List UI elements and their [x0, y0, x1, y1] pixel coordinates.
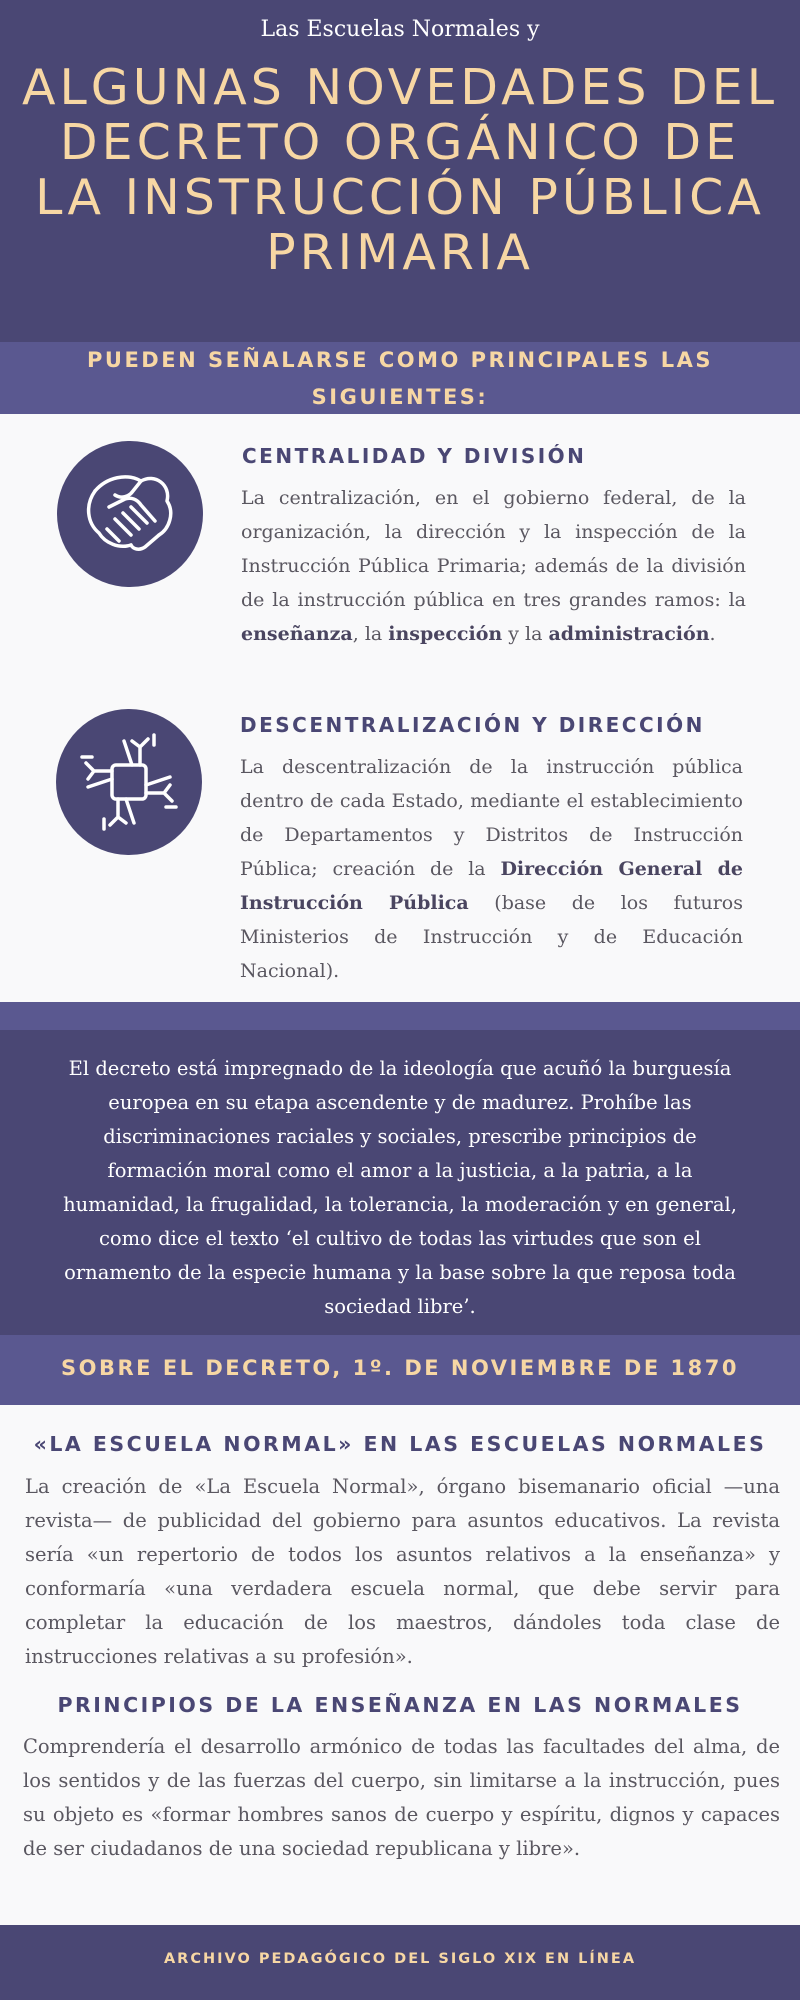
bold-term-inspeccion: inspección	[388, 623, 503, 645]
page-title: ALGUNAS NOVEDADES DEL DECRETO ORGÁNICO DE LA INSTRUCCIÓN PÚBLICA PRIMARIA	[21, 59, 779, 281]
divider-band	[0, 1002, 800, 1030]
feature-title-descentralizacion: DESCENTRALIZACIÓN Y DIRECCIÓN	[240, 713, 705, 737]
quote-text: El decreto está impregnado de la ideología que acuñó la burguesía europea en su etapa ascendente y de madurez. Prohíbe las discriminaciones raciales y sociales, prescribe principios de formación moral como el amor a la justicia, a la patria, a la humanidad, la frugalidad, la tolerancia, la moderación y en general, como dice el texto ‘el cultivo de todas las virtudes que son el ornamento de la especie humana y la base sobre la que reposa toda sociedad libre’.	[63, 1057, 737, 1318]
feature-text-part: .	[709, 623, 716, 645]
feature-text-part: y la	[502, 623, 549, 645]
joined-hands-icon	[56, 709, 202, 855]
footer-text: ARCHIVO PEDAGÓGICO DEL SIGLO XIX EN LÍNEA	[163, 1951, 637, 1967]
handshake-icon	[57, 441, 203, 587]
feature-text-centralidad	[241, 481, 746, 651]
feature-text-part: La descentralización de la instrucción pública dentro de cada Estado, mediante el establecimiento de Departamentos y Distritos de Instrucción Pública; creación de la	[240, 756, 743, 880]
decree-band-text: SOBRE EL DECRETO, 1º. DE NOVIEMBRE DE 1870	[61, 1356, 739, 1380]
feature-title-centralidad: CENTRALIDAD Y DIVISIÓN	[242, 444, 587, 468]
feature-text-part: , la	[352, 623, 389, 645]
section-title-escuela-normal: «LA ESCUELA NORMAL» EN LAS ESCUELAS NORMALES	[33, 1432, 767, 1456]
bold-term-ensenanza: enseñanza	[241, 623, 353, 645]
intro-band-text: PUEDEN SEÑALARSE COMO PRINCIPALES LAS SIGUIENTES:	[87, 348, 713, 409]
section-text-principios: Comprendería el desarrollo armónico de todas las facultades del alma, de los sentidos y de las fuerzas del cuerpo, sin limitarse a la instrucción, pues su objeto es «formar hombres sanos de cuerpo y espíritu, dignos y capaces de ser ciudadanos de una sociedad republicana y libre».	[23, 1735, 780, 1860]
feature-text-part: (base de los futuros Ministerios de Instrucción y de Educación Nacional).	[240, 892, 743, 982]
feature-text-part: La centralización, en el gobierno federal, de la organización, la dirección y la inspección de la Instrucción Pública Primaria; además de la división de la instrucción pública en tres grandes ramos: la	[241, 487, 746, 611]
bold-term-direccion-general: Dirección General de Instrucción Pública	[240, 858, 743, 914]
section-text-escuela-normal: La creación de «La Escuela Normal», órgano bisemanario oficial —una revista— de publicidad del gobierno para asuntos educativos. La revista sería «un repertorio de todos los asuntos relativos a la enseñanza» y conformaría «una verdadera escuela normal, que debe servir para completar la educación de los maestros, dándoles toda clase de instrucciones relativas a su profesión».	[25, 1475, 780, 1668]
pre-title: Las Escuelas Normales y	[260, 17, 540, 42]
bold-term-administracion: administración	[548, 623, 710, 645]
feature-text-descentralizacion	[240, 750, 743, 988]
section-title-principios: PRINCIPIOS DE LA ENSEÑANZA EN LAS NORMALES	[57, 1693, 743, 1717]
